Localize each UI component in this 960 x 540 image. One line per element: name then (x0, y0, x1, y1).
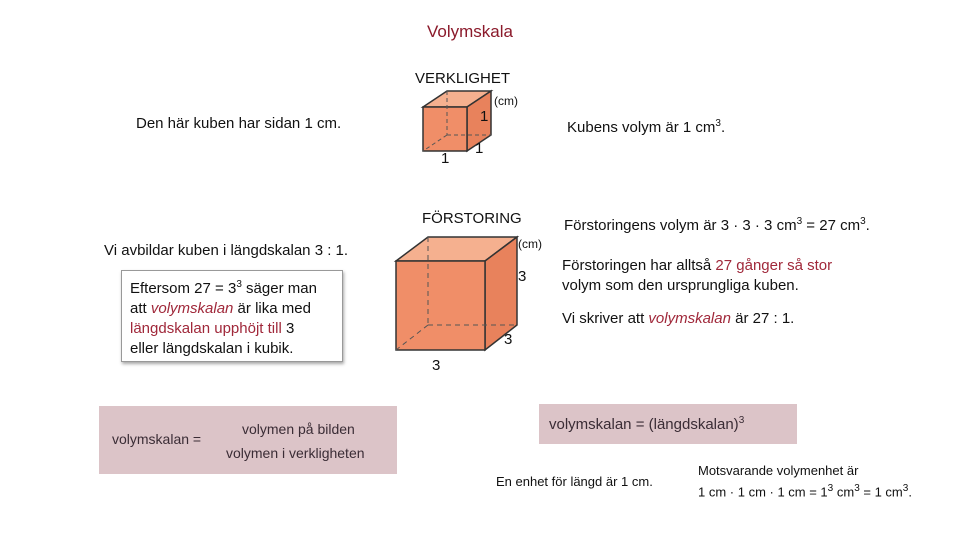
large-cube (396, 237, 517, 350)
small-cube-edge-bottom: 1 (441, 150, 450, 167)
enlargement-scale-text: Vi skriver att volymskalan är 27 : 1. (562, 310, 795, 327)
large-cube-edge-right: 3 (504, 331, 513, 348)
explanation-box (121, 270, 343, 362)
box-line-1: Eftersom $27 = 3^3$ säger man (130, 279, 317, 297)
large-cube-edge-depth: 3 (518, 268, 527, 285)
enlargement-volume-text: Förstoringens volym är 3 · 3 · 3 $cm^3 = 27$ $cm^3$. (564, 216, 870, 234)
enlargement-unit: (cm) (518, 237, 542, 251)
formula-lhs: volymskalan = (112, 431, 202, 447)
enlargement-heading: FÖRSTORING (422, 210, 522, 227)
enlargement-conclusion: Förstoringen har alltså 27 gånger så stor volym som den ursprungliga kuben. (562, 257, 833, 294)
box-line-4: eller längdskalan i kubik. (130, 340, 294, 357)
box-line-3: längdskalan upphöjt till 3 (130, 320, 295, 337)
volume-scale-formula (539, 404, 797, 444)
reality-volume-text: Kubens volym är 1 $cm^3$. (567, 118, 726, 136)
reality-unit: (cm) (494, 94, 518, 108)
box-line-2: att volymskalan är lika med (130, 300, 311, 317)
small-cube-edge-depth: 1 (480, 108, 489, 125)
formula-denominator: volymen i verkligheten (226, 445, 365, 461)
length-unit-text: En enhet för längd är 1 cm. (496, 474, 653, 489)
formula-numerator: volymen på bilden (242, 421, 355, 437)
large-cube-edge-bottom: 3 (432, 357, 441, 374)
volume-unit-text: Motsvarande volymenhet är 1 cm · 1 cm · 1 cm = $1^3$ $cm^3 = 1$ $cm^3$. (698, 463, 912, 500)
page-title: Volymskala (427, 22, 513, 41)
enlargement-left-text: Vi avbildar kuben i längdskalan 3 : 1. (104, 242, 349, 259)
reality-left-text: Den här kuben har sidan 1 cm. (136, 115, 342, 132)
pill-text: volymskalan = (längdskalan)$^3$ (549, 415, 745, 433)
small-cube-edge-right: 1 (475, 140, 484, 157)
reality-heading: VERKLIGHET (415, 70, 511, 87)
